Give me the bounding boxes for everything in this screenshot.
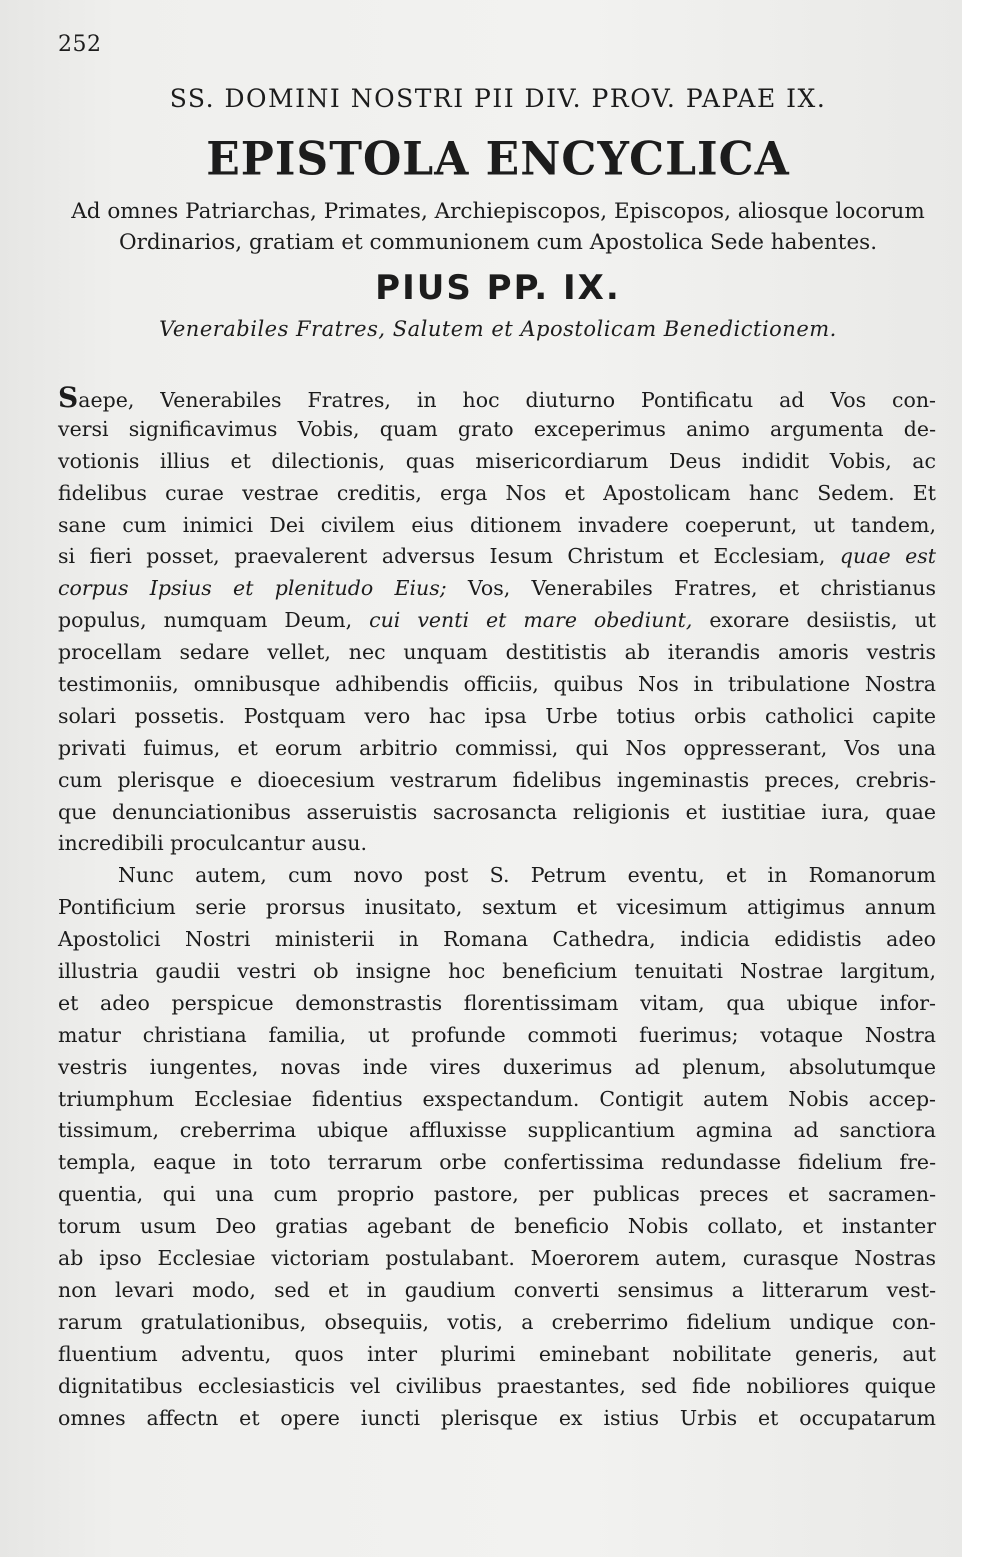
text-line <box>58 1243 936 1275</box>
line-text: sane cum inimici Dei civilem eius ditionem invadere coeperunt, ut tandem, <box>58 512 936 537</box>
text-line <box>58 1020 936 1052</box>
text-line <box>58 1307 936 1339</box>
line-text: incredibili proculcantur ausu. <box>58 831 367 856</box>
line-text: matur christiana familia, ut profunde commoti fuerimus; votaque Nostra <box>58 1022 936 1047</box>
text-line <box>58 797 936 829</box>
text-line <box>58 1084 936 1116</box>
text-line <box>58 1339 936 1371</box>
line-text: procellam sedare vellet, nec unquam destitistis ab iterandis amoris vestris <box>58 640 936 665</box>
drop-cap: S <box>58 381 79 414</box>
line-text: Vos, Venerabiles Fratres, et christianus <box>446 576 936 601</box>
text-line <box>58 765 936 797</box>
line-text: omnes affectn et opere iuncti plerisque ex istius Urbis et occupatarum <box>58 1405 936 1430</box>
text-line <box>58 860 936 892</box>
line-text: votionis illius et dilectionis, quas misericordiarum Deus indidit Vobis, ac <box>58 448 936 473</box>
line-text: ab ipso Ecclesiae victoriam postulabant. Moerorem autem, curasque Nostras <box>58 1246 936 1271</box>
line-text: quentia, qui una cum proprio pastore, per publicas preces et sacramen- <box>58 1182 936 1207</box>
line-text: dignitatibus ecclesiasticis vel civilibus praestantes, sed fide nobiliores quique <box>58 1373 936 1398</box>
line-text: Apostolici Nostri ministerii in Romana Cathedra, indicia edidistis adeo <box>58 927 936 952</box>
italic-text: quae est <box>839 544 937 569</box>
page-number: 252 <box>58 32 102 57</box>
document-title: EPISTOLA ENCYCLICA <box>206 132 790 187</box>
line-text: templa, eaque in toto terrarum orbe confertissima redundasse fidelium fre- <box>58 1150 936 1175</box>
line-text: Pontificium serie prorsus inusitato, sextum et vicesimum attigimus annum <box>58 895 936 920</box>
text-line <box>58 1275 936 1307</box>
line-text: tissimum, creberrima ubique affluxisse supplicantium agmina ad sanctiora <box>58 1118 936 1143</box>
text-line <box>58 733 936 765</box>
line-text: fidelibus curae vestrae creditis, erga Nos et Apostolicam hanc Sedem. Et <box>58 480 936 505</box>
line-text: cum plerisque e dioecesium vestrarum fidelibus ingeminastis preces, crebris- <box>58 767 936 792</box>
italic-text: cui venti et mare obediunt, <box>369 608 693 633</box>
line-text: aepe, Venerabiles Fratres, in hoc diuturno Pontificatu ad Vos con- <box>78 388 936 412</box>
text-line <box>58 1211 936 1243</box>
text-line <box>58 382 936 414</box>
line-text: et adeo perspicue demonstrastis florentissimam vitam, qua ubique infor- <box>58 990 936 1015</box>
line-text: vestris iungentes, novas inde vires duxerimus ad plenum, absolutumque <box>58 1054 936 1079</box>
text-line <box>58 414 936 446</box>
text-line <box>58 701 936 733</box>
line-text: Nunc autem, cum novo post S. Petrum eventu, et in Romanorum <box>118 863 936 888</box>
line-text: rarum gratulationibus, obsequiis, votis, a creberrimo fidelium undique con- <box>58 1309 936 1334</box>
italic-text: corpus Ipsius et plenitudo Eius; <box>58 576 447 601</box>
text-line <box>58 637 936 669</box>
text-line <box>58 988 936 1020</box>
scan-margin <box>962 0 1000 1557</box>
line-text: populus, numquam Deum, <box>58 608 370 633</box>
text-line <box>58 541 936 573</box>
line-text: solari possetis. Postquam vero hac ipsa Urbe totius orbis catholici capite <box>58 703 936 728</box>
text-line <box>58 1403 936 1435</box>
text-line <box>58 1147 936 1179</box>
text-line <box>58 573 936 605</box>
text-line <box>58 605 936 637</box>
salutation: Venerabiles Fratres, Salutem et Apostolicam Benedictionem. <box>159 317 837 341</box>
line-text: torum usum Deo gratias agebant de beneficio Nobis collato, et instanter <box>58 1214 936 1239</box>
line-text: si fieri posset, praevalerent adversus Iesum Christum et Ecclesiam, <box>58 544 840 569</box>
text-line <box>58 1115 936 1147</box>
line-text: non levari modo, sed et in gaudium converti sensimus a litterarum vest- <box>58 1277 936 1302</box>
body-text <box>58 382 936 1434</box>
line-text: illustria gaudii vestri ob insigne hoc beneficium tenuitati Nostrae largitum, <box>58 959 936 984</box>
line-text: triumphum Ecclesiae fidentius exspectandum. Contigit autem Nobis accep- <box>58 1086 936 1111</box>
text-line <box>58 510 936 542</box>
text-line <box>58 1179 936 1211</box>
text-line <box>58 892 936 924</box>
text-line <box>58 828 936 860</box>
line-text: que denunciationibus asseruistis sacrosancta religionis et iustitiae iura, quae <box>58 799 936 824</box>
line-text: testimoniis, omnibusque adhibendis officiis, quibus Nos in tribulatione Nostra <box>58 672 936 697</box>
text-line <box>58 924 936 956</box>
line-text: fluentium adventu, quos inter plurimi eminebant nobilitate generis, aut <box>58 1341 936 1366</box>
pope-heading: PIUS PP. IX. <box>375 268 621 308</box>
line-text: exorare desiistis, ut <box>692 608 936 633</box>
text-line <box>58 669 936 701</box>
series-heading: SS. DOMINI NOSTRI PII DIV. PROV. PAPAE IX. <box>169 84 827 113</box>
text-line <box>58 956 936 988</box>
text-line <box>58 446 936 478</box>
line-text: privati fuimus, et eorum arbitrio commissi, qui Nos oppresserant, Vos una <box>58 735 936 760</box>
address-line: Ad omnes Patriarchas, Primates, Archiepiscopos, Episcopos, aliosque locorum Ordinarios, gratiam et communionem cum Apostolica Sede habentes. <box>71 199 925 255</box>
text-line <box>58 1371 936 1403</box>
line-text: versi significavimus Vobis, quam grato exceperimus animo argumenta de- <box>58 416 936 441</box>
text-line <box>58 1052 936 1084</box>
text-line <box>58 478 936 510</box>
